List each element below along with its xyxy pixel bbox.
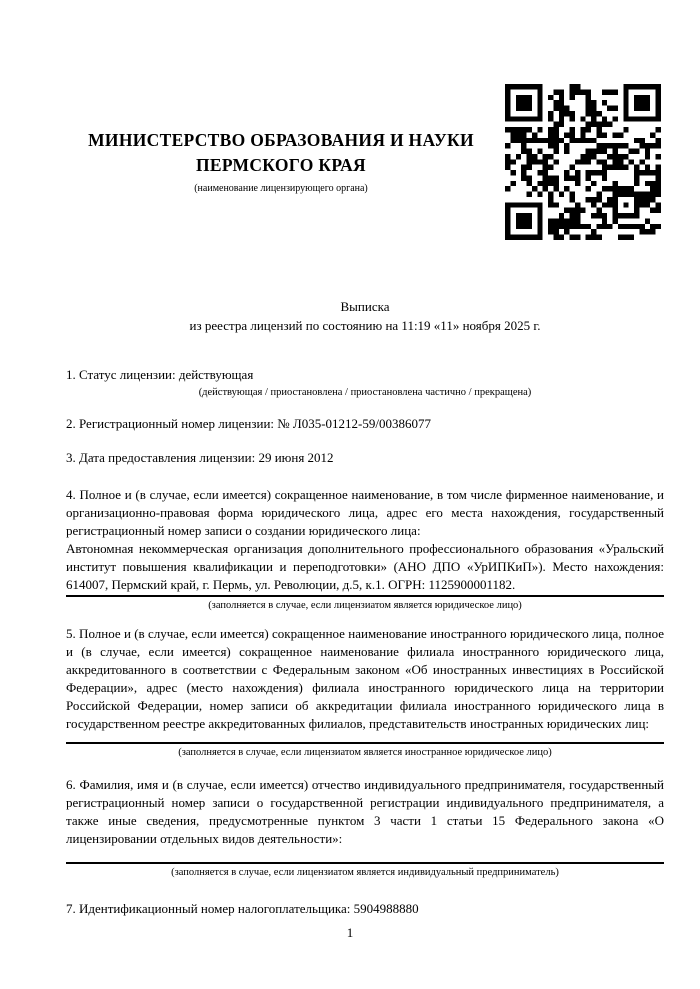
ministry-name-line1: МИНИСТЕРСТВО ОБРАЗОВАНИЯ И НАУКИ (88, 130, 474, 150)
ministry-name-line2: ПЕРМСКОГО КРАЯ (196, 155, 366, 175)
license-grant-date: 3. Дата предоставления лицензии: 29 июня 2012 (66, 450, 334, 465)
license-registration-number: 2. Регистрационный номер лицензии: № Л035-01212-59/00386077 (66, 416, 432, 431)
licensing-authority-header (66, 128, 496, 195)
document-title-line1: Выписка (340, 299, 390, 314)
legal-entity-value: Автономная некоммерческая организация дополнительного профессионального образования «Уральский институт повышения квалификации и переподготовки» (АНО ДПО «УрИПКиП»). Место нахождения: 614007, Пермский край, г. Пермь, ул. Революции, д.5, к.1. ОГРН: 1125900001182. (66, 541, 664, 592)
ministry-caption: (наименование лицензирующего органа) (194, 183, 368, 194)
taxpayer-id: 7. Идентификационный номер налогоплательщика: 5904988880 (66, 901, 419, 916)
foreign-entity-label: 5. Полное и (в случае, если имеется) сокращенное наименование иностранного юридического лица, полное и (в случае, если имеется) сокращенное наименование филиала иностранного юридического лица, аккредитованного в соответствии с Федеральным законом «Об иностранных инвестициях в Российской Федерации», адрес (место нахождения) филиала иностранного юридического лица на территории Российской Федерации, номер записи об аккредитации филиала иностранного юридического лица в государственном реестре аккредитованных филиалов, представительств иностранных юридических лиц: (66, 626, 664, 731)
individual-entrepreneur-caption: (заполняется в случае, если лицензиатом является индивидуальный предприниматель) (171, 867, 559, 878)
document-title (66, 297, 664, 335)
document-body (66, 297, 664, 918)
individual-entrepreneur-label: 6. Фамилия, имя и (в случае, если имеется) отчество индивидуального предпринимателя, государственный регистрационный номер записи о государственной регистрации индивидуального предпринимателя, а также иные сведения, предусмотренные пунктом 3 части 1 статьи 15 Федерального закона «О лицензировании отдельных видов деятельности»: (66, 777, 664, 846)
page-number: 1 (346, 925, 354, 940)
legal-entity-label: 4. Полное и (в случае, если имеется) сокращенное наименование, в том числе фирменное наименование, и организационно-правовая форма юридического лица, адрес его места нахождения, государственный регистрационный номер записи о создании юридического лица: (66, 487, 664, 538)
qr-code-icon (505, 84, 661, 240)
document-title-line2: из реестра лицензий по состоянию на 11:19 «11» ноября 2025 г. (189, 318, 541, 333)
individual-entrepreneur-block (66, 776, 664, 864)
foreign-entity-caption: (заполняется в случае, если лицензиатом является иностранное юридическое лицо) (178, 747, 552, 758)
license-status-caption: (действующая / приостановлена / приостановлена частично / прекращена) (198, 387, 532, 398)
legal-entity-block (66, 486, 664, 597)
ministry-name (66, 128, 496, 178)
legal-entity-caption: (заполняется в случае, если лицензиатом является юридическое лицо) (208, 600, 522, 611)
foreign-entity-block (66, 625, 664, 744)
license-status: 1. Статус лицензии: действующая (66, 367, 254, 382)
